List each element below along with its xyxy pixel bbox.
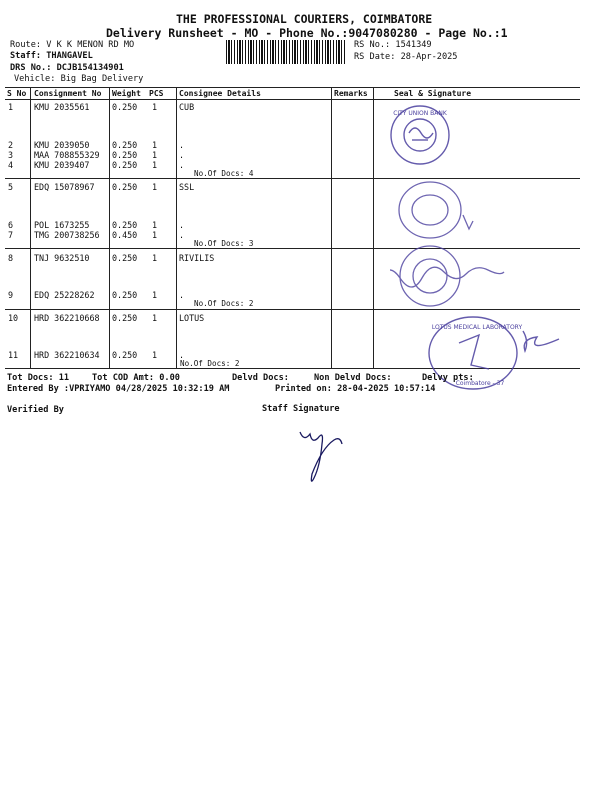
- col-header-consignee: Consignee Details: [179, 89, 261, 98]
- row-pcs: 1: [152, 253, 158, 263]
- row-weight: 0.250: [112, 290, 138, 300]
- drs-number: DRS No.: DCJB154134901: [10, 63, 124, 73]
- row-sno: 9: [8, 290, 14, 300]
- staff-signature-scribble: [292, 418, 352, 483]
- row-consignee: .: [179, 140, 185, 150]
- col-divider: [373, 88, 374, 368]
- col-header-seal: Seal & Signature: [394, 89, 472, 98]
- rs-number: RS No.: 1541349: [354, 40, 432, 50]
- col-header-consignment: Consignment No: [34, 89, 102, 98]
- row-sno: 10: [8, 313, 19, 323]
- row-consignee: .: [179, 290, 185, 300]
- table-header-rule: [5, 99, 580, 100]
- row-consignment: KMU 2039407: [34, 160, 90, 170]
- docs-count: No.Of Docs: 2: [180, 359, 240, 368]
- printed-on: Printed on: 28-04-2025 10:57:14: [275, 384, 436, 394]
- col-header-sno: S No: [7, 89, 27, 98]
- row-pcs: 1: [152, 160, 158, 170]
- row-weight: 0.250: [112, 350, 138, 360]
- row-consignment: TMG 200738256: [34, 230, 100, 240]
- verified-by-label: Verified By: [7, 405, 64, 415]
- svg-text:Coimbatore - 37: Coimbatore - 37: [455, 380, 505, 387]
- docs-count: No.Of Docs: 4: [194, 169, 254, 178]
- row-pcs: 1: [152, 290, 158, 300]
- runsheet-title: Delivery Runsheet - MO - Phone No.:9047080280 - Page No.:1: [106, 26, 508, 40]
- row-consignee: .: [179, 160, 185, 170]
- col-header-weight: Weight: [112, 89, 141, 98]
- company-name: THE PROFESSIONAL COURIERS, COIMBATORE: [176, 12, 433, 26]
- vehicle-text: Vehicle: Big Bag Delivery: [14, 74, 144, 84]
- route-text: Route: V K K MENON RD MO: [10, 40, 135, 50]
- ssl-seal-stamp: [395, 175, 475, 245]
- row-weight: 0.250: [112, 160, 138, 170]
- row-consignment: POL 1673255: [34, 220, 90, 230]
- row-weight: 0.250: [112, 182, 138, 192]
- non-delivered-docs: Non Delvd Docs:: [314, 373, 392, 383]
- row-consignee: SSL: [179, 182, 195, 192]
- row-consignment: EDQ 25228262: [34, 290, 95, 300]
- staff-signature-label: Staff Signature: [262, 404, 340, 414]
- rivilis-seal-stamp: [390, 240, 530, 315]
- row-consignment: HRD 362210634: [34, 350, 100, 360]
- row-consignment: MAA 708855329: [34, 150, 100, 160]
- delivery-points: Delvy pts:: [422, 373, 474, 383]
- row-pcs: 1: [152, 102, 158, 112]
- row-consignee: .: [179, 220, 185, 230]
- svg-text:CITY UNION BANK: CITY UNION BANK: [393, 110, 447, 117]
- row-consignee: .: [179, 150, 185, 160]
- row-sno: 3: [8, 150, 14, 160]
- row-weight: 0.450: [112, 230, 138, 240]
- row-consignee: RIVILIS: [179, 253, 215, 263]
- total-cod: Tot COD Amt: 0.00: [92, 373, 180, 383]
- row-weight: 0.250: [112, 102, 138, 112]
- row-sno: 4: [8, 160, 14, 170]
- col-divider: [30, 88, 31, 368]
- col-divider: [331, 88, 332, 368]
- row-pcs: 1: [152, 350, 158, 360]
- col-header-pcs: PCS: [149, 89, 164, 98]
- total-docs: Tot Docs: 11: [7, 373, 70, 383]
- row-consignment: EDQ 15078967: [34, 182, 95, 192]
- row-pcs: 1: [152, 182, 158, 192]
- row-consignment: KMU 2039050: [34, 140, 90, 150]
- row-sno: 5: [8, 182, 14, 192]
- row-weight: 0.250: [112, 313, 138, 323]
- row-weight: 0.250: [112, 220, 138, 230]
- entered-by: Entered By :VPRIYAMO 04/28/2025 10:32:19 AM: [7, 384, 230, 394]
- row-weight: 0.250: [112, 140, 138, 150]
- row-consignment: HRD 362210668: [34, 313, 100, 323]
- row-pcs: 1: [152, 140, 158, 150]
- bank-seal-stamp: [385, 100, 455, 170]
- group-rule: [5, 178, 580, 179]
- row-pcs: 1: [152, 220, 158, 230]
- col-header-remarks: Remarks: [334, 89, 368, 98]
- col-divider: [109, 88, 110, 368]
- row-sno: 2: [8, 140, 14, 150]
- row-sno: 8: [8, 253, 14, 263]
- docs-count: No.Of Docs: 2: [194, 299, 254, 308]
- row-pcs: 1: [152, 230, 158, 240]
- row-consignee: CUB: [179, 102, 195, 112]
- barcode: [226, 40, 346, 64]
- row-pcs: 1: [152, 313, 158, 323]
- row-consignee: .: [179, 230, 185, 240]
- row-sno: 11: [8, 350, 19, 360]
- docs-count: No.Of Docs: 3: [194, 239, 254, 248]
- row-consignee: .: [179, 350, 185, 360]
- row-weight: 0.250: [112, 253, 138, 263]
- delivered-docs: Delvd Docs:: [232, 373, 289, 383]
- col-divider: [176, 88, 177, 368]
- svg-text:LOTUS MEDICAL LABORATORY: LOTUS MEDICAL LABORATORY: [431, 324, 523, 331]
- table-top-rule: [5, 87, 580, 88]
- row-sno: 6: [8, 220, 14, 230]
- row-consignment: KMU 2035561: [34, 102, 90, 112]
- row-pcs: 1: [152, 150, 158, 160]
- rs-date: RS Date: 28-Apr-2025: [354, 52, 458, 62]
- row-sno: 7: [8, 230, 14, 240]
- row-weight: 0.250: [112, 150, 138, 160]
- row-consignment: TNJ 9632510: [34, 253, 90, 263]
- row-sno: 1: [8, 102, 14, 112]
- staff-text: Staff: THANGAVEL: [10, 51, 93, 61]
- row-consignee: LOTUS: [179, 313, 205, 323]
